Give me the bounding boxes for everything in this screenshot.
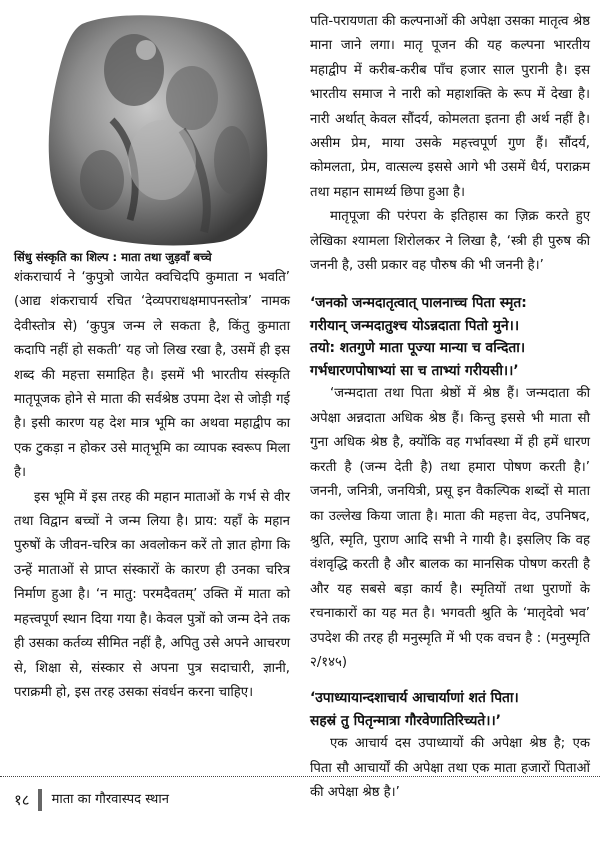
verse-line: गर्भधारणपोषाभ्यां सा च ताभ्यां गरीयसी।।’ <box>310 362 519 379</box>
verse-line: गरीयान् जन्मदातुश्च योऽन्नदाता पितो मुने।। <box>310 317 520 334</box>
left-paragraph-1: शंकराचार्य ने ‘कुपुत्रो जायेत क्वचिदपि कुमाता न भवति’ (आद्य शंकराचार्य रचित ‘देव्यपराधक्षमापनस्तोत्र’ नामक देवीस्तोत्र से) ‘कुपुत्र जन्म ले सकता है, किंतु कुमाता कदापि नहीं हो सकती’ यह जो लिख रखा है, उसमें ही इस शब्द की महत्ता समाहित है। इसमें भी भारतीय संस्कृति मातृपूजक होने से माता की सर्वश्रेष्ठ उपमा देश से जोड़ी गई है। इसी कारण यह देश मात्र भूमि का अथवा महाद्वीप का एक टुकड़ा न होकर उसे मातृभूमि का व्यापक स्वरूप मिला है। <box>14 270 290 481</box>
footer-divider <box>0 776 600 777</box>
right-paragraph-2: मातृपूजा की परंपरा के इतिहास का ज़िक्र करते हुए लेखिका श्यामला शिरोलकर ने लिखा है, ‘स्त्री ही पुरुष की जननी है, उसी प्रकार वह पौरुष की भी जननी है।’ <box>310 209 590 274</box>
verse-line: ‘जनको जन्मदातृत्वात् पालनाच्च पिता स्मृत: <box>310 295 527 312</box>
verse-line: ‘उपाध्यायान्दशाचार्य आचार्याणां शतं पिता। <box>310 690 519 707</box>
verse-line: सहस्रं तु पितृन्मात्रा गौरवेणातिरिच्यते।।’ <box>310 712 501 729</box>
footer-separator <box>38 789 42 811</box>
page-footer <box>14 786 169 814</box>
sculpture-image <box>42 10 274 248</box>
figure-caption: सिंधु संस्कृति का शिल्प : माता तथा जुड़वाँ बच्चे <box>14 250 212 264</box>
left-paragraph-2: इस भूमि में इस तरह की महान माताओं के गर्भ से वीर तथा विद्वान बच्चों ने जन्म लिया है। प्राय: यहाँ के महान पुरुषों के जीवन-चरित्र का अवलोकन करें तो ज्ञात होगा कि उन्हें माताओं से प्राप्त संस्कारों के कारण ही उनका चरित्र निर्माण हुआ है। ‘न मातु: परमदैवतम्’ उक्ति में माता को महत्त्वपूर्ण स्थान दिया गया है। केवल पुत्रों को जन्म देने तक ही उसका कर्तव्य सीमित नहीं है, अपितु उसे अपने आचरण से, शिक्षा से, संस्कार से अपना पुत्र सदाचारी, ज्ञानी, पराक्रमी हो, इस तरह उसका संवर्धन करना चाहिए। <box>14 489 290 700</box>
right-paragraph-4: एक आचार्य दस उपाध्यायों की अपेक्षा श्रेष्ठ है; एक पिता सौ आचार्यों की अपेक्षा तथा एक माता हजारों पिताओं की अपेक्षा श्रेष्ठ है।’ <box>310 736 590 801</box>
verse-line: तयो: शतगुणे माता पूज्या मान्या च वन्दिता। <box>310 340 526 357</box>
right-paragraph-1: पति-परायणता की कल्पनाओं की अपेक्षा उसका मातृत्व श्रेष्ठ माना जाने लगा। मातृ पूजन की यह कल्पना भारतीय महाद्वीप में करीब-करीब पाँच हजार साल पुरानी है। इस भारतीय समाज ने नारी को महाशक्ति के रूप में देखा है। नारी अर्थात् केवल सौंदर्य, कोमलता इतना ही अर्थ नहीं है। असीम प्रेम, माया उसके महत्त्वपूर्ण गुण हैं। सौंदर्य, कोमलता, प्रेम, वात्सल्य इससे आगे भी उसमें धैर्य, पराक्रम तथा महान सामर्थ्य छिपा हुआ है। <box>310 14 590 200</box>
right-column <box>310 10 590 806</box>
sanskrit-verse-1 <box>310 292 590 382</box>
running-title: माता का गौरवास्पद स्थान <box>51 792 169 807</box>
left-column <box>14 10 290 705</box>
sanskrit-verse-2 <box>310 687 590 732</box>
right-paragraph-3: ‘जन्मदाता तथा पिता श्रेष्ठों में श्रेष्ठ हैं। जन्मदाता की अपेक्षा अन्नदाता अधिक श्रेष्ठ हैं। किन्तु इससे भी माता सौ गुना अधिक श्रेष्ठ है, क्योंकि वह गर्भावस्था में ही हमें धारण करती है (जन्म देती है) तथा हमारा पोषण करती है।’ जननी, जनित्री, जनयित्री, प्रसू इन वैकल्पिक शब्दों से माता का उल्लेख किया जाता है। माता की महत्ता वेद, उपनिषद, श्रुति, स्मृति, पुराण आदि सभी ने गायी है। इसलिए कि वह वंशवृद्धि करती है और बालक का मानसिक पोषण करती है और यह सबसे बड़ा कार्य है। स्मृतियों तथा पुराणों के रचनाकारों का यह मत है। भगवती श्रुति के ‘मातृदेवो भव’ उपदेश की तरह ही मनुस्मृति में भी एक वचन है : (मनुस्मृति २/१४५) <box>310 386 590 670</box>
page-number: १८ <box>14 791 30 809</box>
